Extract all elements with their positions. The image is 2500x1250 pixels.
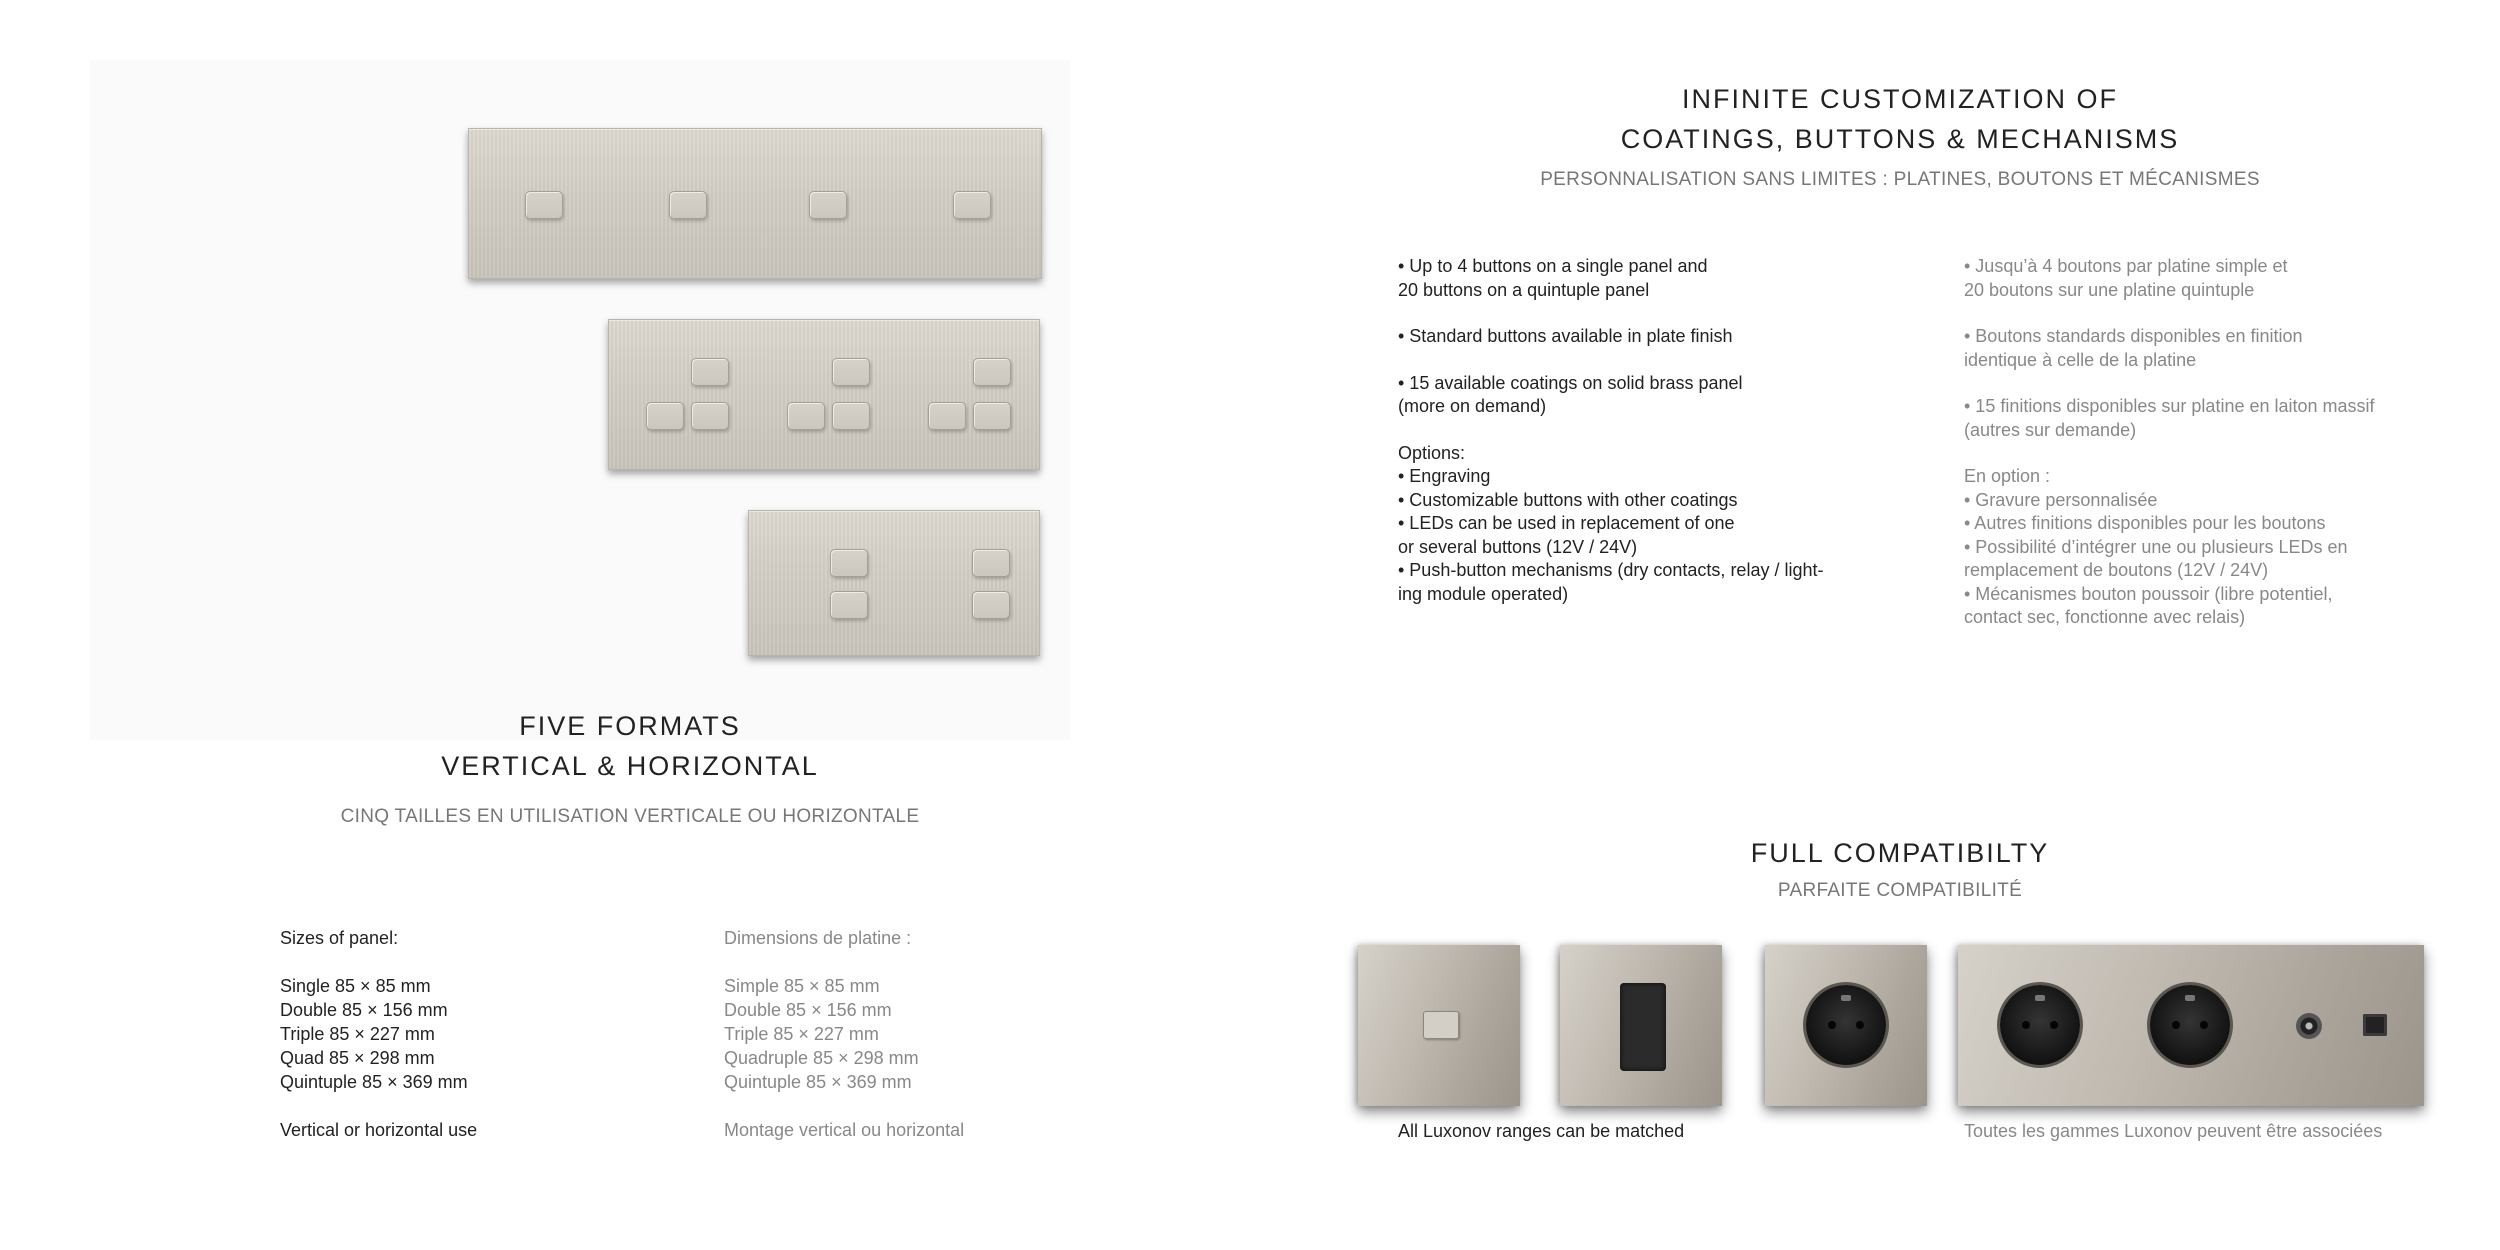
panel-button (953, 191, 991, 219)
panel-button (787, 402, 825, 430)
socket-plate-image (1765, 945, 1927, 1106)
bullet-line: (autres sur demande) (1964, 419, 2137, 440)
panel-button (830, 549, 868, 577)
customization-subtitle: PERSONNALISATION SANS LIMITES : PLATINES, BOUTONS ET MÉCANISMES (1540, 169, 2260, 190)
size-item: Quadruple 85 × 298 mm (724, 1048, 919, 1068)
bullet-line: • Up to 4 buttons on a single panel and (1398, 256, 1708, 276)
option-line: contact sec, fonctionne avec relais) (1964, 607, 2246, 627)
customization-title-line1: INFINITE CUSTOMIZATION OF (1682, 84, 2118, 114)
bullet-item (1398, 325, 1918, 349)
bullet-item (1398, 372, 1918, 419)
panel-button (525, 191, 563, 219)
bullet-line: 20 boutons sur une platine quintuple (1964, 279, 2255, 300)
panel-button (669, 191, 707, 219)
formats-title-line2: VERTICAL & HORIZONTAL (441, 751, 819, 781)
sizes-en (280, 926, 700, 1142)
options-list (1398, 442, 1918, 607)
option-line: • Possibilité d’intégrer une ou plusieurs LEDs en (1964, 536, 2348, 557)
size-item: Quintuple 85 × 369 mm (280, 1072, 468, 1092)
bullet-item (1964, 325, 2444, 372)
panel-button (646, 402, 684, 430)
option-line: remplacement de boutons (12V / 24V) (1964, 560, 2269, 580)
compatibility-caption-fr: Toutes les gammes Luxonov peuvent être associées (1964, 1121, 2383, 1141)
bullet-line: • Jusqu’à 4 boutons par platine simple et (1964, 256, 2288, 276)
quad-panel-image (468, 128, 1042, 279)
size-item: Quintuple 85 × 369 mm (724, 1072, 912, 1092)
customization-en (1398, 255, 1918, 606)
sizes-fr (724, 926, 1144, 1142)
panel-button (832, 402, 870, 430)
size-item: Double 85 × 156 mm (724, 1000, 892, 1020)
power-socket (1806, 985, 1886, 1065)
option-line: ing module operated) (1398, 583, 1569, 604)
network-outlet (2363, 1014, 2387, 1036)
panel-button (973, 358, 1011, 386)
size-item: Triple 85 × 227 mm (724, 1024, 879, 1044)
bullet-item (1964, 255, 2444, 302)
option-line: • Engraving (1398, 466, 1491, 486)
option-line: Options: (1398, 442, 1466, 463)
panel-button (832, 358, 870, 386)
option-line: • LEDs can be used in replacement of one (1398, 513, 1735, 533)
rocker-plate-image (1560, 945, 1722, 1106)
option-line: or several buttons (12V / 24V) (1398, 536, 1638, 557)
power-socket (2150, 985, 2230, 1065)
power-socket (2000, 985, 2080, 1065)
double-panel-image (748, 510, 1040, 656)
size-item: Quad 85 × 298 mm (280, 1048, 435, 1068)
panel-button (830, 591, 868, 619)
bullet-line: • Boutons standards disponibles en finition (1964, 326, 2303, 346)
panel-button (928, 402, 966, 430)
option-line: • Mécanismes bouton poussoir (libre potentiel, (1964, 583, 2333, 604)
bullet-line: identique à celle de la platine (1964, 349, 2197, 370)
bullet-line: • 15 finitions disponibles sur platine en laiton massif (1964, 396, 2375, 416)
options-list (1964, 465, 2444, 630)
panel-button (972, 591, 1010, 619)
size-item: Triple 85 × 227 mm (280, 1024, 435, 1044)
customization-fr (1964, 255, 2444, 630)
compatibility-caption-en: All Luxonov ranges can be matched (1398, 1121, 1685, 1141)
option-line: • Gravure personnalisée (1964, 489, 2158, 510)
rocker-switch (1620, 983, 1666, 1071)
bullet-line: • 15 available coatings on solid brass panel (1398, 372, 1743, 393)
option-line: • Push-button mechanisms (dry contacts, relay / light- (1398, 560, 1824, 580)
sizes-en-heading: Sizes of panel: (280, 928, 399, 948)
panel-button (809, 191, 847, 219)
bullet-item (1398, 255, 1918, 302)
formats-title (330, 706, 930, 786)
compatibility-subtitle: PARFAITE COMPATIBILITÉ (1777, 880, 2023, 901)
panel-button (972, 549, 1010, 577)
sizes-fr-footer: Montage vertical ou horizontal (724, 1120, 965, 1140)
panel-button (973, 402, 1011, 430)
bullet-line: 20 buttons on a quintuple panel (1398, 279, 1650, 300)
bullet-line: • Standard buttons available in plate finish (1398, 326, 1733, 346)
formats-subtitle: CINQ TAILLES EN UTILISATION VERTICALE OU HORIZONTALE (340, 806, 920, 827)
multi-socket-plate-image (1958, 945, 2424, 1106)
customization-title (1450, 79, 2350, 159)
customization-title-line2: COATINGS, BUTTONS & MECHANISMS (1620, 124, 2180, 154)
compatibility-title: FULL COMPATIBILTY (1750, 838, 2050, 868)
size-item: Simple 85 × 85 mm (724, 976, 880, 996)
sizes-fr-heading: Dimensions de platine : (724, 928, 912, 948)
panel-button (691, 402, 729, 430)
option-line: • Autres finitions disponibles pour les boutons (1964, 513, 2326, 533)
push-button (1423, 1011, 1459, 1039)
panel-button (691, 358, 729, 386)
bullet-item (1964, 395, 2444, 442)
formats-title-line1: FIVE FORMATS (519, 711, 741, 741)
tv-outlet (2296, 1013, 2322, 1039)
size-item: Single 85 × 85 mm (280, 976, 431, 996)
option-line: • Customizable buttons with other coatings (1398, 489, 1738, 510)
triple-panel-image (608, 319, 1040, 470)
option-line: En option : (1964, 466, 2051, 486)
switch-plate-image (1358, 945, 1520, 1106)
bullet-line: (more on demand) (1398, 396, 1547, 416)
size-item: Double 85 × 156 mm (280, 1000, 448, 1020)
sizes-en-footer: Vertical or horizontal use (280, 1120, 478, 1140)
